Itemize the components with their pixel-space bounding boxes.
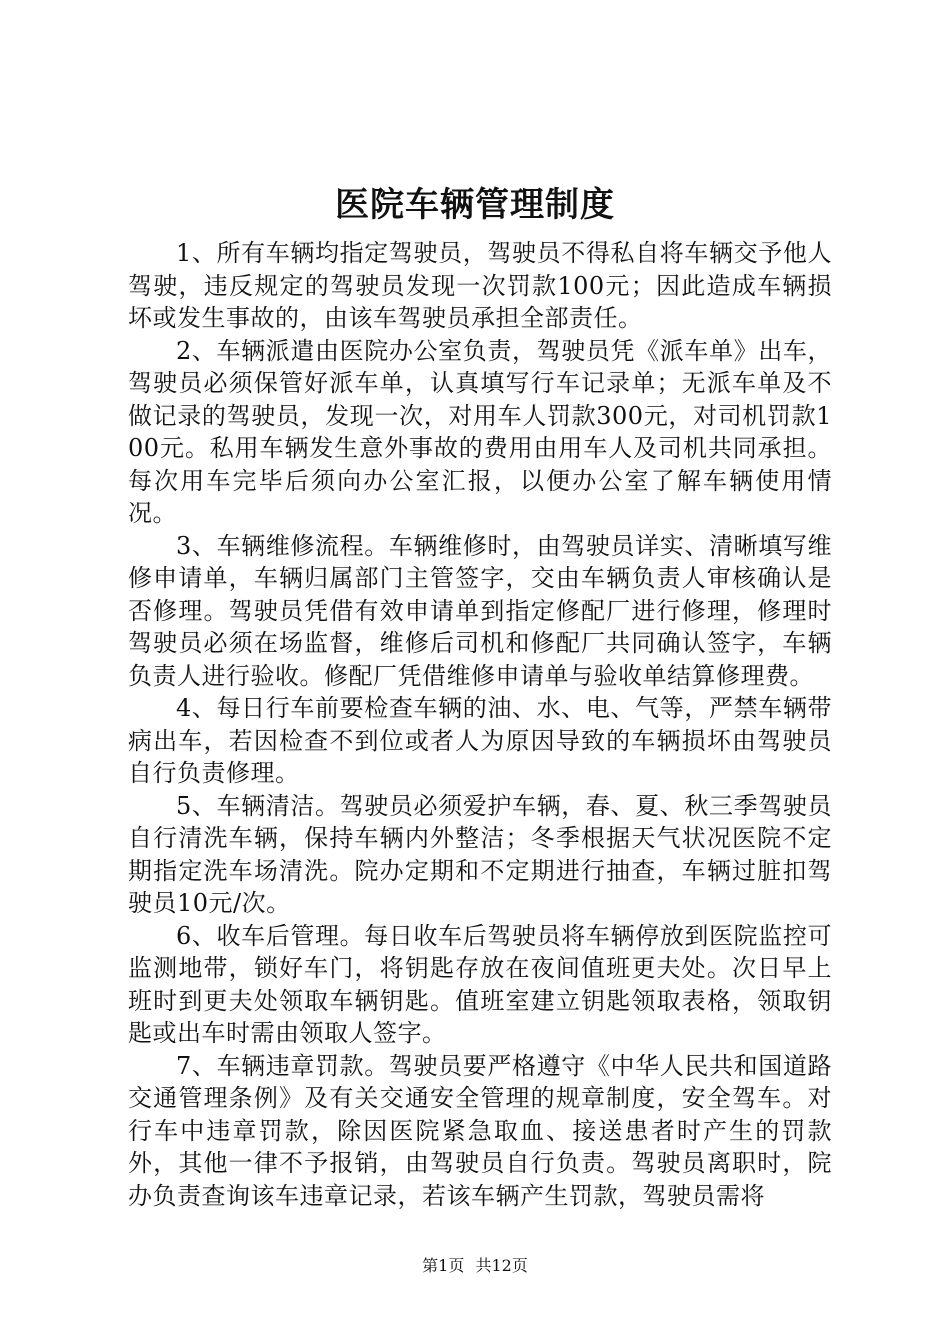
paragraph-6: 6、收车后管理。每日收车后驾驶员将车辆停放到医院监控可监测地带，锁好车门，将钥匙存放在夜间值班更夫处。次日早上班时到更夫处领取车辆钥匙。值班室建立钥匙领取表格，领取钥匙或出车时需由领取人签字。	[128, 921, 832, 1047]
document-body	[128, 237, 832, 1212]
paragraph-7: 7、车辆违章罚款。驾驶员要严格遵守《中华人民共和国道路交通管理条例》及有关交通安全管理的规章制度，安全驾车。对行车中违章罚款，除因医院紧急取血、接送患者时产生的罚款外，其他一律不予报销，由驾驶员自行负责。驾驶员离职时，院办负责查询该车违章记录，若该车辆产生罚款，驾驶员需将	[128, 1051, 832, 1210]
page-footer	[0, 1256, 950, 1276]
paragraph-5: 5、车辆清洁。驾驶员必须爱护车辆，春、夏、秋三季驾驶员自行清洗车辆，保持车辆内外整洁；冬季根据天气状况医院不定期指定洗车场清洗。院办定期和不定期进行抽查，车辆过脏扣驾驶员10元/次。	[128, 791, 832, 917]
page-number-total: 共12页	[475, 1256, 528, 1275]
paragraph-2: 2、车辆派遣由医院办公室负责，驾驶员凭《派车单》出车，驾驶员必须保管好派车单，认真填写行车记录单；无派车单及不做记录的驾驶员，发现一次，对用车人罚款300元，对司机罚款100元。私用车辆发生意外事故的费用由用车人及司机共同承担。每次用车完毕后须向办公室汇报，以便办公室了解车辆使用情况。	[128, 336, 832, 527]
paragraph-1: 1、所有车辆均指定驾驶员，驾驶员不得私自将车辆交予他人驾驶，违反规定的驾驶员发现一次罚款100元；因此造成车辆损坏或发生事故的，由该车驾驶员承担全部责任。	[128, 239, 832, 332]
document-title: 医院车辆管理制度	[335, 185, 615, 225]
page-number-current: 第1页	[422, 1256, 465, 1275]
paragraph-4: 4、每日行车前要检查车辆的油、水、电、气等，严禁车辆带病出车，若因检查不到位或者人为原因导致的车辆损坏由驾驶员自行负责修理。	[128, 694, 832, 787]
paragraph-3: 3、车辆维修流程。车辆维修时，由驾驶员详实、清晰填写维修申请单，车辆归属部门主管签字，交由车辆负责人审核确认是否修理。驾驶员凭借有效申请单到指定修配厂进行修理，修理时驾驶员必须在场监督，维修后司机和修配厂共同确认签字，车辆负责人进行验收。修配厂凭借维修申请单与验收单结算修理费。	[128, 531, 832, 690]
